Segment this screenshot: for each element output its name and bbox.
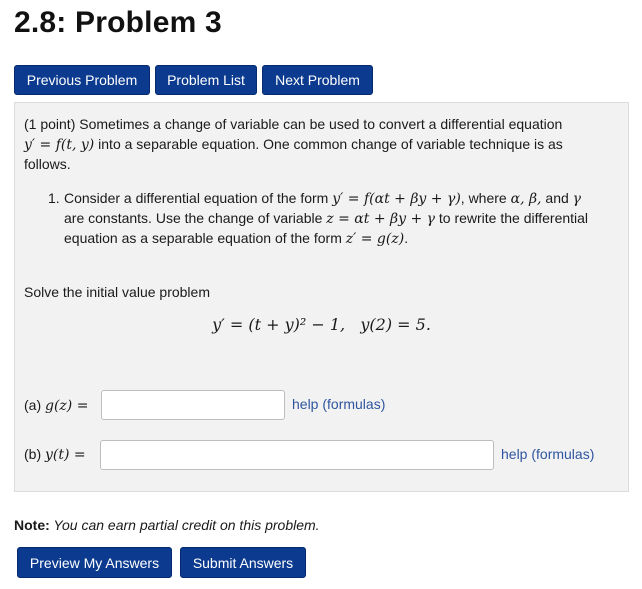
answer-b-prefix: (b) [24,446,45,462]
problem-list-button[interactable]: Problem List [155,65,257,95]
help-formulas-link-b[interactable]: help (formulas) [501,446,595,462]
answer-a-prefix: (a) [24,397,45,413]
item-line-3 [64,228,408,249]
intro-equation: y′ = f(t, y) [24,137,95,153]
item-line-2 [64,208,588,229]
intro-line-2 [24,134,563,155]
item-line-1-equation: y′ = f(αt + βy + γ) [332,191,461,207]
item-line-2-equation: z = αt + βy + γ [326,211,435,227]
preview-answers-button[interactable]: Preview My Answers [17,547,172,578]
item-line-1-text-b: , where [460,190,511,206]
item-line-3-text-a: equation as a separable equation of the form [64,230,346,246]
item-line-1-constants: α, β, [510,191,542,207]
answer-a-label [24,395,88,416]
solve-instruction: Solve the initial value problem [24,284,210,300]
item-line-3-text-b: . [404,230,409,246]
intro-line-1: (1 point) Sometimes a change of variable can be used to convert a differential equation [24,116,563,132]
item-line-2-text-b: to rewrite the differential [435,210,589,226]
note-label: Note: [14,517,50,533]
item-line-1-text-a: Consider a differential equation of the form [64,190,333,206]
answer-b-label [24,444,86,465]
item-line-3-equation: z′ = g(z) [345,231,405,247]
answer-a-math: g(z) = [45,398,89,414]
ivp-equation: y′ = (t + y)² − 1, y(2) = 5. [212,315,431,334]
help-formulas-link-a[interactable]: help (formulas) [292,396,386,412]
item-line-2-text-a: are constants. Use the change of variable [64,210,327,226]
previous-problem-button[interactable]: Previous Problem [14,65,150,95]
intro-line-2-text: into a separable equation. One common change of variable technique is as [94,136,563,152]
note-message: You can earn partial credit on this problem. [49,517,320,533]
item-line-1 [64,188,581,209]
page-title: 2.8: Problem 3 [14,6,222,39]
intro-line-3: follows. [24,156,71,172]
answer-b-math: y(t) = [45,447,86,463]
note-text [14,515,320,535]
next-problem-button[interactable]: Next Problem [262,65,373,95]
item-line-1-gamma: γ [572,191,582,207]
submit-answers-button[interactable]: Submit Answers [180,547,306,578]
answer-a-input[interactable] [101,390,285,420]
list-item-number: 1. [48,190,60,206]
item-line-1-text-c: and [541,190,573,206]
answer-b-input[interactable] [100,440,494,470]
problem-panel [14,102,629,492]
